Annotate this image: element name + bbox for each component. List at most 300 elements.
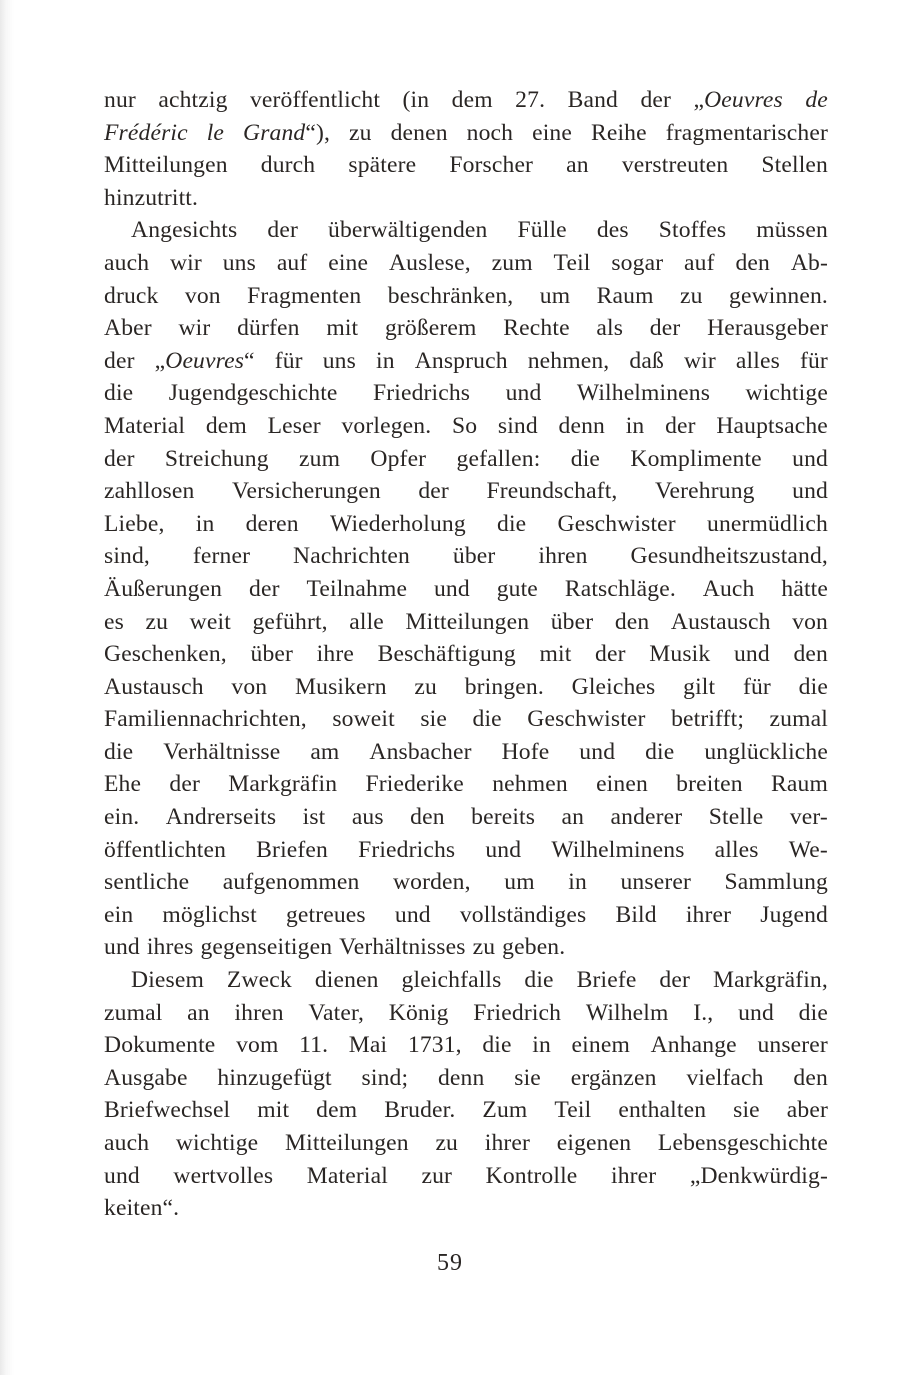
word: größerem — [384, 315, 477, 342]
word: die — [570, 445, 601, 472]
word: Verehrung — [654, 478, 755, 505]
word: fragmentarischer — [665, 119, 828, 146]
text-line — [104, 671, 828, 704]
word: dem — [316, 1097, 358, 1124]
text-line — [104, 214, 828, 247]
word: auch — [104, 1130, 150, 1156]
word: an — [187, 999, 210, 1026]
word: soweit — [332, 706, 395, 733]
word: bereits — [471, 804, 536, 831]
word: die — [524, 967, 554, 994]
word: Sammlung — [724, 869, 828, 896]
word: und — [485, 836, 522, 863]
word: durch — [260, 152, 316, 179]
word: gute — [496, 575, 538, 602]
word: zu — [472, 934, 496, 961]
text-line — [104, 149, 828, 182]
word: den — [793, 1064, 828, 1091]
word: ihren — [538, 543, 588, 570]
word: und — [505, 380, 542, 407]
page-number: 59 — [437, 1250, 463, 1276]
word: für — [799, 347, 828, 374]
word: Friedrichs — [358, 836, 456, 863]
word: der — [418, 478, 449, 505]
word: von — [792, 608, 828, 635]
text-line — [104, 247, 828, 280]
word: Wilhelminens — [576, 380, 711, 407]
word: Freundschaft, — [486, 478, 618, 505]
word: hätte — [781, 575, 828, 602]
word: Briefen — [256, 836, 328, 863]
word: einen — [596, 771, 648, 798]
word: Auslese, — [388, 249, 471, 276]
text-line — [104, 834, 828, 867]
word: Grand“), — [243, 119, 331, 146]
word: druck — [104, 282, 159, 309]
word: Teil — [553, 249, 591, 276]
word: unserer — [757, 1032, 828, 1059]
word: keiten“. — [104, 1195, 180, 1222]
word: Gesundheitszustand, — [630, 543, 828, 570]
word: mit — [326, 315, 359, 342]
word: über — [452, 543, 496, 570]
word: wichtige — [175, 1130, 259, 1156]
word: Verhältnisses — [339, 934, 466, 961]
word: I., — [693, 999, 714, 1026]
word: den — [410, 804, 445, 831]
word: denn — [437, 1064, 485, 1091]
word: Wiederholung — [329, 510, 466, 537]
text-line — [104, 1094, 828, 1127]
word: Andrerseits — [165, 804, 277, 831]
word: Mai — [348, 1032, 388, 1059]
word: ihrer — [484, 1130, 531, 1156]
word: ihres — [146, 934, 194, 961]
text-line — [104, 508, 828, 541]
word: zu — [414, 673, 437, 700]
text-line — [104, 117, 828, 150]
word: zur — [421, 1162, 453, 1189]
word: Dokumente — [104, 1032, 216, 1059]
word: auf — [276, 249, 308, 276]
word: müssen — [756, 217, 828, 244]
word: in — [195, 510, 215, 537]
word: Zum — [482, 1097, 528, 1124]
word: eigenen — [556, 1130, 632, 1156]
word: uns — [222, 249, 256, 276]
word: zum — [491, 249, 533, 276]
word: eine — [532, 119, 572, 146]
word: denn — [558, 412, 605, 439]
word: dem — [205, 412, 247, 439]
word: geben. — [502, 934, 566, 961]
word: Gleiches — [571, 673, 656, 700]
word: den — [793, 641, 828, 668]
word: ein — [104, 901, 134, 928]
word: des — [596, 217, 629, 244]
word: Geschenken, — [104, 641, 227, 668]
text-line — [104, 345, 828, 378]
body-text — [104, 84, 828, 1225]
word: mit — [539, 641, 572, 668]
word: und — [733, 641, 770, 668]
word: Ansbacher — [369, 738, 472, 765]
word: um — [539, 282, 571, 309]
text-line — [104, 801, 828, 834]
word: aber — [786, 1097, 828, 1124]
word: nur — [104, 87, 136, 113]
word: sogar — [611, 249, 664, 276]
text-line — [104, 1062, 828, 1095]
word: Streichung — [164, 445, 269, 472]
word: Anspruch — [414, 347, 508, 374]
word: Fragmenten — [247, 282, 362, 309]
word: hinzutritt. — [104, 184, 199, 211]
word: Stoffes — [658, 217, 727, 244]
word: in — [568, 869, 587, 896]
word: und — [579, 738, 616, 765]
word: weit — [189, 608, 231, 635]
text-line — [104, 703, 828, 736]
word: und — [738, 999, 774, 1026]
word: sie — [514, 1064, 541, 1091]
word: Frédéric — [104, 119, 188, 146]
word: öffentlichten — [104, 836, 227, 863]
word: veröffentlicht — [249, 87, 381, 113]
text-line — [104, 1192, 828, 1225]
word: wir — [683, 347, 716, 374]
word: 27. — [515, 87, 546, 113]
word: Jugend — [760, 901, 828, 928]
word: alles — [735, 347, 780, 374]
word: dem — [451, 87, 493, 113]
word: wertvolles — [173, 1162, 274, 1189]
word: in — [625, 412, 645, 439]
word: der — [649, 315, 681, 342]
word: wir — [178, 315, 211, 342]
word: über — [250, 641, 294, 668]
word: Mitteilungen — [104, 152, 228, 179]
word: der — [595, 641, 626, 668]
word: Familiennachrichten, — [104, 706, 307, 733]
word: Nachrichten — [293, 543, 410, 570]
word: den — [735, 249, 770, 276]
text-line — [104, 280, 828, 313]
word: So — [451, 412, 478, 439]
text-line — [104, 964, 828, 997]
word: der — [249, 575, 280, 602]
word: Leser — [267, 412, 321, 439]
word: sentliche — [104, 869, 190, 896]
word: Friedrich — [473, 999, 562, 1026]
text-line — [104, 1160, 828, 1193]
word: 1731, — [407, 1032, 462, 1059]
word: noch — [466, 119, 514, 146]
word: und — [104, 1162, 140, 1189]
word: alle — [349, 608, 384, 635]
word: achtzig — [158, 87, 228, 113]
word: Vater, — [308, 999, 365, 1026]
word: Liebe, — [104, 510, 165, 537]
word: Wilhelminens — [551, 836, 685, 863]
word: Jugendgeschichte — [168, 380, 338, 407]
word: aufgenommen — [222, 869, 360, 896]
word: vielfach — [686, 1064, 764, 1091]
word: Beschäftigung — [377, 641, 516, 668]
text-line — [104, 84, 828, 117]
word: an — [566, 152, 589, 179]
word: anderer — [610, 804, 683, 831]
word: Material — [306, 1162, 388, 1189]
word: sie — [420, 706, 447, 733]
word: Friedrichs — [372, 380, 471, 407]
word: Verhältnisse — [163, 738, 281, 765]
word: ihrer — [685, 901, 732, 928]
word: sind — [497, 412, 538, 439]
word: „Oeuvres“ — [154, 347, 255, 374]
word: breiten — [676, 771, 743, 798]
word: Musikern — [295, 673, 387, 700]
word: Geschwister — [557, 510, 676, 537]
word: enthalten — [618, 1097, 707, 1124]
word: die — [645, 738, 675, 765]
word: Ab- — [790, 249, 828, 276]
word: (in — [402, 87, 430, 113]
word: zu — [145, 608, 169, 635]
word: wir — [169, 249, 202, 276]
word: Briefwechsel — [104, 1097, 231, 1124]
word: dienen — [314, 967, 379, 994]
word: ihrer — [611, 1162, 657, 1189]
word: Austausch — [104, 673, 204, 700]
word: auf — [684, 249, 715, 276]
word: Raum — [771, 771, 828, 798]
word: betrifft; — [671, 706, 745, 733]
word: Angesichts — [131, 217, 238, 244]
word: Diesem — [131, 967, 204, 994]
word: Teilnahme — [306, 575, 408, 602]
word: Austausch — [670, 608, 771, 635]
word: als — [596, 315, 624, 342]
text-line — [104, 182, 828, 215]
word: 11. — [299, 1032, 329, 1059]
word: beschränken, — [387, 282, 514, 309]
word: aus — [351, 804, 384, 831]
word: und — [104, 934, 140, 961]
word: für — [274, 347, 303, 374]
word: worden, — [392, 869, 471, 896]
word: Ehe — [104, 771, 142, 798]
word: an — [561, 804, 585, 831]
word: „Oeuvres — [693, 87, 783, 113]
text-line — [104, 638, 828, 671]
word: Herausgeber — [707, 315, 828, 342]
word: Band — [567, 87, 618, 113]
word: verstreuten — [621, 152, 729, 179]
word: überwältigenden — [328, 217, 488, 244]
word: bringen. — [464, 673, 544, 700]
word: Wilhelm — [585, 999, 669, 1026]
word: Briefe — [576, 967, 637, 994]
word: die — [104, 738, 134, 765]
word: die — [497, 510, 527, 537]
word: eine — [328, 249, 369, 276]
word: Stelle — [708, 804, 764, 831]
word: nehmen, — [527, 347, 610, 374]
word: in — [532, 1032, 551, 1059]
word: mit — [257, 1097, 290, 1124]
word: gewinnen. — [729, 282, 828, 309]
text-line — [104, 573, 828, 606]
word: die — [104, 380, 134, 407]
word: Ausgabe — [104, 1064, 188, 1091]
word: sind; — [361, 1064, 409, 1091]
word: Teil — [554, 1097, 592, 1124]
word: Rechte — [503, 315, 570, 342]
word: einem — [571, 1032, 630, 1059]
word: „Denkwürdig- — [689, 1162, 828, 1189]
word: daß — [629, 347, 664, 374]
text-line — [104, 540, 828, 573]
word: Material — [104, 412, 186, 439]
word: die — [472, 706, 502, 733]
word: um — [504, 869, 535, 896]
word: sind, — [104, 543, 150, 570]
word: Bruder. — [384, 1097, 456, 1124]
word: vom — [236, 1032, 279, 1059]
word: Raum — [596, 282, 654, 309]
word: ihren — [234, 999, 284, 1026]
word: Mitteilungen — [405, 608, 530, 635]
word: für — [742, 673, 771, 700]
word: Forscher — [449, 152, 534, 179]
word: ist — [302, 804, 326, 831]
word: gefallen: — [456, 445, 541, 472]
word: gleichfalls — [401, 967, 502, 994]
word: es — [104, 608, 124, 635]
text-line — [104, 606, 828, 639]
text-line — [104, 312, 828, 345]
word: und — [792, 478, 828, 505]
word: Stellen — [761, 152, 828, 179]
word: vorlegen. — [341, 412, 432, 439]
word: den — [614, 608, 650, 635]
word: ein. — [104, 804, 140, 831]
word: zu — [680, 282, 703, 309]
word: über — [550, 608, 594, 635]
word: der — [169, 771, 200, 798]
word: ihre — [316, 641, 354, 668]
word: Reihe — [590, 119, 647, 146]
text-line — [104, 377, 828, 410]
word: Bild — [615, 901, 657, 928]
text-line — [104, 410, 828, 443]
word: unglückliche — [704, 738, 828, 765]
word: spätere — [348, 152, 417, 179]
word: zahllosen — [104, 478, 195, 505]
word: zu — [349, 119, 372, 146]
word: Anhange — [650, 1032, 737, 1059]
word: ferner — [192, 543, 251, 570]
word: Ratschläge. — [564, 575, 676, 602]
word: de — [805, 87, 828, 113]
word: der — [104, 445, 135, 472]
word: der — [267, 217, 298, 244]
word: hinzugefügt — [217, 1064, 332, 1091]
word: Mitteilungen — [285, 1130, 409, 1156]
text-line — [104, 997, 828, 1030]
text-line — [104, 1029, 828, 1062]
word: nehmen — [492, 771, 568, 798]
word: ver- — [789, 804, 828, 831]
word: in — [376, 347, 395, 374]
word: We- — [788, 836, 828, 863]
word: der — [665, 412, 696, 439]
word: Fülle — [517, 217, 567, 244]
word: Versicherungen — [231, 478, 381, 505]
word: zum — [299, 445, 341, 472]
text-line — [104, 443, 828, 476]
word: dürfen — [237, 315, 300, 342]
word: Opfer — [370, 445, 427, 472]
word: gegenseitigen — [200, 934, 333, 961]
word: zumal — [104, 999, 163, 1026]
word: von — [231, 673, 268, 700]
text-line — [104, 768, 828, 801]
word: Friederike — [365, 771, 464, 798]
word: Zweck — [226, 967, 292, 994]
word: Lebensgeschichte — [657, 1130, 828, 1156]
word: geführt, — [252, 608, 328, 635]
word: Kontrolle — [485, 1162, 578, 1189]
word: die — [482, 1032, 512, 1059]
word: die — [798, 999, 828, 1026]
text-line — [104, 931, 828, 964]
word: Geschwister — [527, 706, 646, 733]
word: alles — [714, 836, 759, 863]
word: Hofe — [501, 738, 550, 765]
word: Auch — [702, 575, 755, 602]
word: Markgräfin — [228, 771, 338, 798]
word: unserer — [620, 869, 691, 896]
text-line — [104, 866, 828, 899]
word: gilt — [683, 673, 716, 700]
word: getreues — [285, 901, 366, 928]
word: und — [433, 575, 470, 602]
word: Aber — [104, 315, 152, 342]
word: König — [388, 999, 449, 1026]
word: auch — [104, 249, 150, 276]
text-line — [104, 899, 828, 932]
text-line — [104, 1127, 828, 1160]
text-line — [104, 475, 828, 508]
word: möglichst — [162, 901, 257, 928]
word: vollständiges — [459, 901, 587, 928]
word: le — [206, 119, 225, 146]
word: der — [659, 967, 690, 994]
word: von — [184, 282, 221, 309]
word: Musik — [649, 641, 711, 668]
word: Markgräfin, — [712, 967, 828, 994]
word: deren — [245, 510, 299, 537]
word: der — [104, 347, 135, 374]
word: Äußerungen — [104, 575, 223, 602]
word: Hauptsache — [716, 412, 828, 439]
word: der — [640, 87, 672, 113]
word: sie — [733, 1097, 760, 1124]
word: denen — [390, 119, 448, 146]
word: am — [310, 738, 340, 765]
